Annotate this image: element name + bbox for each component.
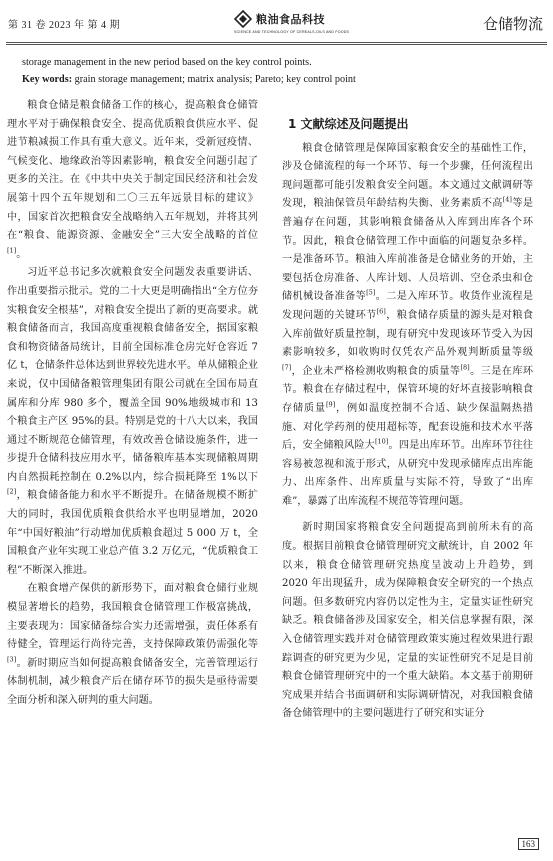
- citation-marker: [2]: [7, 488, 17, 497]
- header-divider-thin: [6, 44, 547, 45]
- citation-marker: [6]: [376, 307, 386, 316]
- header-divider: [6, 42, 547, 43]
- citation-marker: [1]: [7, 246, 17, 255]
- logo-english-name: SCIENCE AND TECHNOLOGY OF CEREALS,OILS AND FOODS: [234, 30, 350, 34]
- abstract-block: [22, 54, 537, 88]
- body-paragraph: 粮食仓储管理是保障国家粮食安全的基础性工作，涉及仓储流程的每一个环节、每一个步骤，任何流程出现问题都可能引发粮食安全问题。本文通过文献调研等发现，粮油保管员年龄结构失衡、业务素质不高[4]等是普遍存在问题，其影响粮食储备从入库到出库各个环节。因此，粮食仓储管理工作中面临的问题复杂多样。一是准备环节。粮油入库前准备是仓储业务的开始，主要包括仓房准备、人库计划、人员培训、空仓杀虫和仓储机械设备准备等[5]。二是入库环节。收货作业流程是发现问题的关键环节[6]，粮食储存质量的源头是对粮食入库前做好质量控制，现有研究中发现该环节受入为因素影响较多，如收购时仅凭农产品外观判断质量等级[7]，企业未严格检测收购粮食的质量等[8]。三是在库环节。粮食在存储过程中，保管环境的好坏直接影响粮食存储质量[9]，例如温度控制不合适、缺少保温隔热措施、对化学药剂的使用超标等，配套设施和技术水平落后，安全储粮风险大[10]。四是出库环节。出库环节往往容易被忽视和流于形式，从研究中发现承储库点出库能力、出库条件、出库质量与实际不符，导致了“出库难”，暴露了出库流程不规范等管理问题。: [282, 142, 534, 507]
- section-heading: 1 文献综述及问题提出: [288, 117, 409, 131]
- abstract-line: storage management in the new period based on the key control points.: [22, 57, 312, 68]
- citation-marker: [3]: [7, 655, 17, 664]
- keywords-text: grain storage management; matrix analysis; Pareto; key control point: [72, 74, 356, 85]
- body-paragraph: 习近平总书记多次就粮食安全问题发表重要讲话、作出重要指示批示。党的二十大更是明确指出“全方位夯实粮食安全根基”，对粮食安全提出了新的更高要求。就粮食储备而言，我国高度重视粮食储备安全，据国家粮食和物资储备局统计，目前全国标准仓房完好仓容近 7 亿 t，仓储条件总体达到世界较先进水平。单从储粮企业来说，仅中国储备粮管理集团有限公司就在全国布局直属库和分库 980 多个，覆盖全国 90%地级城市和 13 个粮食主产区 95%的县。特别是党的十八大以来，我国通过不断规范仓储管理，有效改善仓储设施条件，进一步提升仓储科技应用水平，储备粮库基本实现储粮周期内自然损耗控制在 0.2%以内，综合损耗降至 1%以下[2]，粮食储备能力和水平不断提升。在储备规模不断扩大的同时，我国优质粮食供给水平也明显增加，2020 年“中国好粮油”行动增加优质粮食超过 5 000 万 t，全国粮食产业年实现工业总产值 3.2 万亿元，“优质粮食工程”不断深入推进。: [7, 267, 258, 576]
- journal-logo-icon: [234, 10, 252, 28]
- body-paragraph: 在粮食增产保供的新形势下，面对粮食仓储行业规模显著增长的趋势，我国粮食仓储管理工作极富挑战，主要表现为：国家储备综合实力还需增强，责任体系有待健全，管理运行尚待完善，支持保障政策仍需强化等[3]。新时期应当如何提高粮食储备安全，完善管理运行体制机制，减少粮食产后在储存环节的损失是亟待需要全面分析和深入研判的重大问题。: [7, 583, 258, 706]
- right-column: [282, 97, 533, 724]
- citation-marker: [5]: [366, 288, 376, 297]
- journal-issue: 第 31 卷 2023 年 第 4 期: [8, 20, 120, 31]
- logo-chinese-name: 粮油食品科技: [256, 13, 325, 26]
- keywords-label: Key words:: [22, 74, 73, 85]
- journal-logo: [234, 4, 350, 38]
- body-paragraph: 粮食仓储是粮食储备工作的核心，提高粮食仓储管理水平对于确保粮食安全、提高优质粮食供应水平、促进节粮减损工作具有重大意义。近年来，受新冠疫情、气候变化、地缘政治等因素影响，粮食安全问题引起了更多的关注。在《中共中央关于制定国民经济和社会发展第十四个五年规划和二〇三五年远景目标的建议》中，国家首次把粮食安全战略纳入五年规划，并将其列在“粮食、能源资源、金融安全”三大安全战略的首位[1]。: [7, 100, 258, 260]
- keywords-line: [22, 71, 537, 88]
- citation-marker: [7]: [282, 363, 292, 372]
- left-column: [7, 97, 258, 711]
- page-number: 163: [518, 838, 540, 850]
- citation-marker: [4]: [502, 196, 512, 204]
- body-paragraph: 新时期国家将粮食安全问题提高到前所未有的高度。根据目前粮食仓储管理研究文献统计，自 2002 年以来，粮食仓储管理研究热度呈波动上升趋势，到 2020 年出现猛升，成为保障粮食安全研究的一个热点问题。但多数研究内容仍以定性为主，定量实证性研究缺乏。粮食储备涉及国家安全，相关信息掌握有限，深入仓储管理实践并对仓储管理政策实施过程效果进行跟踪调查的研究更为少见，定量的实证性研究不足是目前粮食仓储管理研究中的一个重大缺陷。本文基于前期研究成果并结合书面调研和实际调研情况，对我国粮食储备仓储管理中的主要问题进行了研究和实证分: [282, 522, 533, 720]
- citation-marker: [8]: [460, 363, 470, 372]
- page-header: [0, 0, 553, 44]
- citation-marker: [9]: [325, 400, 336, 409]
- section-name: 仓储物流: [482, 15, 543, 33]
- citation-marker: [10]: [375, 437, 389, 446]
